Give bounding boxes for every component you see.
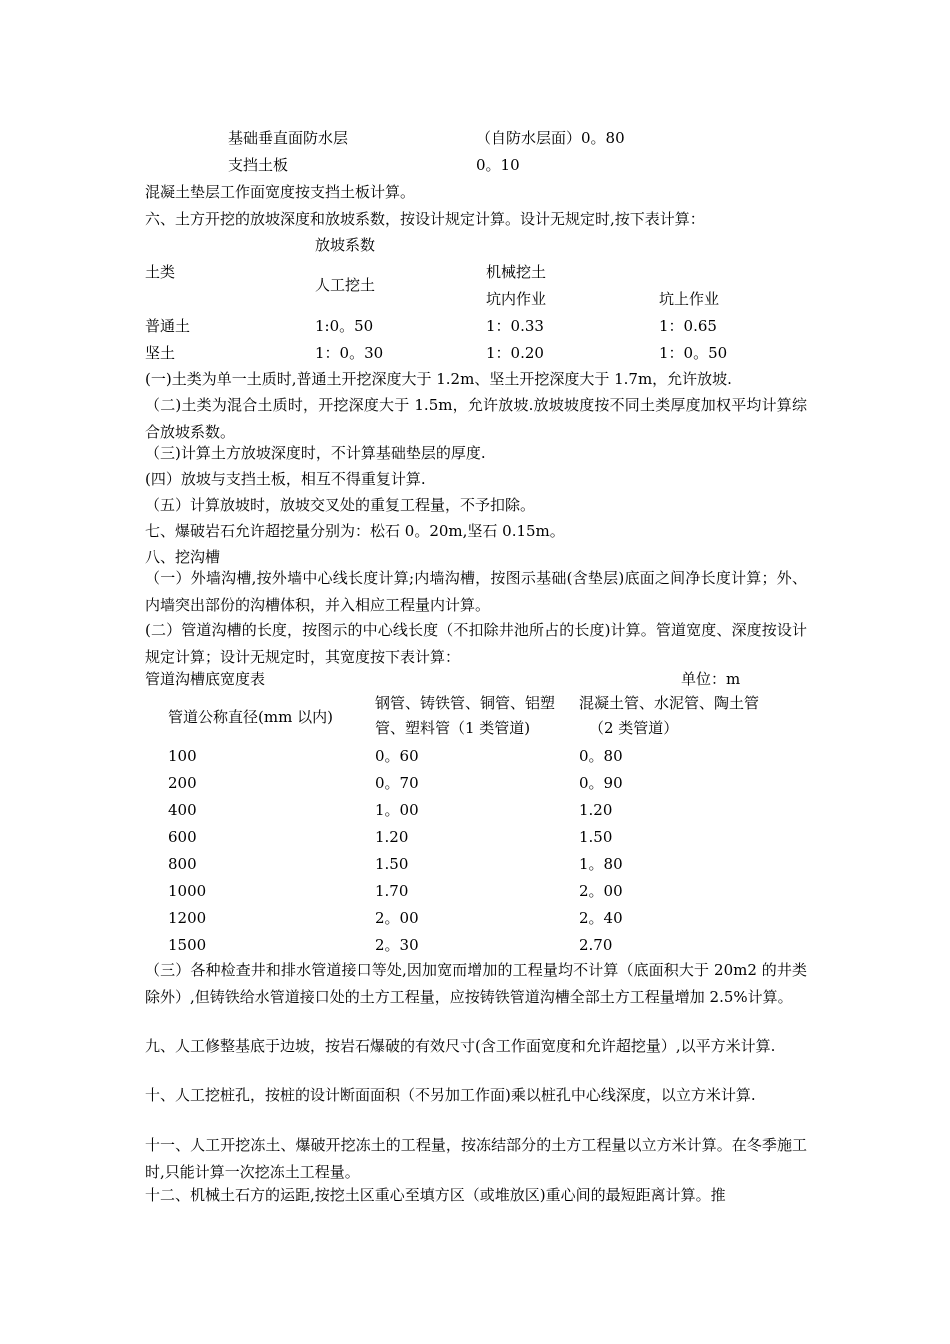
pipe-col-type1-line1: 钢管、铸铁管、铜管、铝塑 bbox=[375, 694, 556, 712]
pipe-row-diameter: 1000 bbox=[168, 882, 207, 900]
slope-row-inside: 1：0.33 bbox=[486, 317, 544, 335]
slope-row-inside: 1：0.20 bbox=[486, 344, 544, 362]
slope-row-manual: 1:0。50 bbox=[315, 317, 374, 335]
line-concrete: 混凝土垫层工作面宽度按支挡土板计算。 bbox=[145, 183, 416, 201]
slope-row-outside: 1：0。50 bbox=[659, 344, 728, 362]
slope-col-inside: 坑内作业 bbox=[486, 290, 547, 308]
section-six: 六、土方开挖的放坡深度和放坡系数，按设计规定计算。设计无规定时,按下表计算： bbox=[145, 210, 705, 228]
slope-col-soil: 土类 bbox=[145, 263, 176, 281]
para-eight-1: （一）外墙沟槽,按外墙中心线长度计算;内墙沟槽，按图示基础(含垫层)底面之间净长度计算；外、内墙突出部份的沟槽体积，并入相应工程量内计算。 bbox=[145, 569, 807, 614]
slope-col-outside: 坑上作业 bbox=[659, 290, 720, 308]
pipe-row-type2: 1.20 bbox=[579, 801, 613, 819]
note-slope-4: (四）放坡与支挡土板，相互不得重复计算. bbox=[145, 470, 426, 488]
row-label-waterproof: 基础垂直面防水层 bbox=[228, 129, 349, 147]
para-twelve: 十二、机械土石方的运距,按挖土区重心至填方区（或堆放区)重心间的最短距离计算。推 bbox=[145, 1186, 726, 1204]
pipe-table-unit: 单位：m bbox=[681, 670, 741, 688]
para-nine: 九、人工修整基底于边坡，按岩石爆破的有效尺寸(含工作面宽度和允许超挖量）,以平方米计算. bbox=[145, 1037, 776, 1055]
pipe-row-type1: 2。00 bbox=[375, 909, 419, 927]
pipe-row-diameter: 200 bbox=[168, 774, 197, 792]
pipe-row-diameter: 400 bbox=[168, 801, 197, 819]
pipe-col-diameter: 管道公称直径(mm 以内) bbox=[168, 708, 333, 726]
pipe-row-type2: 2。00 bbox=[579, 882, 623, 900]
pipe-row-type2: 1.50 bbox=[579, 828, 613, 846]
para-eight-2: (二）管道沟槽的长度，按图示的中心线长度（不扣除井池所占的长度)计算。管道宽度、深度按设计规定计算；设计无规定时，其宽度按下表计算： bbox=[145, 621, 807, 666]
slope-row-manual: 1：0。30 bbox=[315, 344, 384, 362]
para-eleven: 十一、人工开挖冻土、爆破开挖冻土的工程量，按冻结部分的土方工程量以立方米计算。在冬季施工时,只能计算一次挖冻土工程量。 bbox=[145, 1136, 807, 1181]
pipe-col-type1-line2: 管、塑料管（1 类管道) bbox=[375, 719, 531, 737]
pipe-col-type2-line1: 混凝土管、水泥管、陶土管 bbox=[579, 694, 760, 712]
slope-col-manual: 人工挖土 bbox=[315, 276, 376, 294]
pipe-row-type1: 1.50 bbox=[375, 855, 409, 873]
note-slope-1: (一)土类为单一土质时,普通土开挖深度大于 1.2m、坚土开挖深度大于 1.7m，允许放坡. bbox=[145, 370, 732, 388]
pipe-row-type1: 0。60 bbox=[375, 747, 419, 765]
row-value-board: 0。10 bbox=[476, 156, 520, 174]
row-label-board: 支挡土板 bbox=[228, 156, 289, 174]
pipe-row-type2: 0。80 bbox=[579, 747, 623, 765]
slope-group-header: 放坡系数 bbox=[315, 236, 376, 254]
pipe-row-type1: 2。30 bbox=[375, 936, 419, 954]
note-slope-2: （二)土类为混合土质时，开挖深度大于 1.5m，允许放坡.放坡坡度按不同土类厚度加权平均计算综合放坡系数。 bbox=[145, 396, 807, 441]
pipe-row-type1: 1。00 bbox=[375, 801, 419, 819]
pipe-row-type2: 0。90 bbox=[579, 774, 623, 792]
pipe-table-title: 管道沟槽底宽度表 bbox=[145, 670, 266, 688]
pipe-row-type1: 0。70 bbox=[375, 774, 419, 792]
section-eight-heading: 八、挖沟槽 bbox=[145, 548, 221, 566]
pipe-row-diameter: 100 bbox=[168, 747, 197, 765]
pipe-row-diameter: 1200 bbox=[168, 909, 207, 927]
row-value-waterproof: （自防水层面）0。80 bbox=[476, 129, 625, 147]
pipe-row-type1: 1.70 bbox=[375, 882, 409, 900]
pipe-row-type1: 1.20 bbox=[375, 828, 409, 846]
slope-row-soil: 坚土 bbox=[145, 344, 176, 362]
pipe-row-type2: 2。40 bbox=[579, 909, 623, 927]
para-ten: 十、人工挖桩孔，按桩的设计断面面积（不另加工作面)乘以桩孔中心线深度，以立方米计算. bbox=[145, 1086, 756, 1104]
slope-row-soil: 普通土 bbox=[145, 317, 191, 335]
para-eight-3: （三）各种检查井和排水管道接口等处,因加宽而增加的工程量均不计算（底面积大于 20m2 的井类除外）,但铸铁给水管道接口处的土方工程量，应按铸铁管道沟槽全部土方工程量增加 2.5%计算。 bbox=[145, 961, 807, 1006]
slope-col-machine: 机械挖土 bbox=[486, 263, 547, 281]
pipe-row-diameter: 1500 bbox=[168, 936, 207, 954]
pipe-row-type2: 1。80 bbox=[579, 855, 623, 873]
pipe-row-diameter: 600 bbox=[168, 828, 197, 846]
note-slope-3: （三)计算土方放坡深度时，不计算基础垫层的厚度. bbox=[145, 444, 486, 462]
pipe-col-type2-line2: （2 类管道） bbox=[589, 719, 679, 737]
slope-row-outside: 1：0.65 bbox=[659, 317, 717, 335]
pipe-row-type2: 2.70 bbox=[579, 936, 613, 954]
section-seven: 七、爆破岩石允许超挖量分别为：松石 0。20m,坚石 0.15m。 bbox=[145, 522, 565, 540]
note-slope-5: （五）计算放坡时，放坡交叉处的重复工程量，不予扣除。 bbox=[145, 496, 536, 514]
pipe-row-diameter: 800 bbox=[168, 855, 197, 873]
